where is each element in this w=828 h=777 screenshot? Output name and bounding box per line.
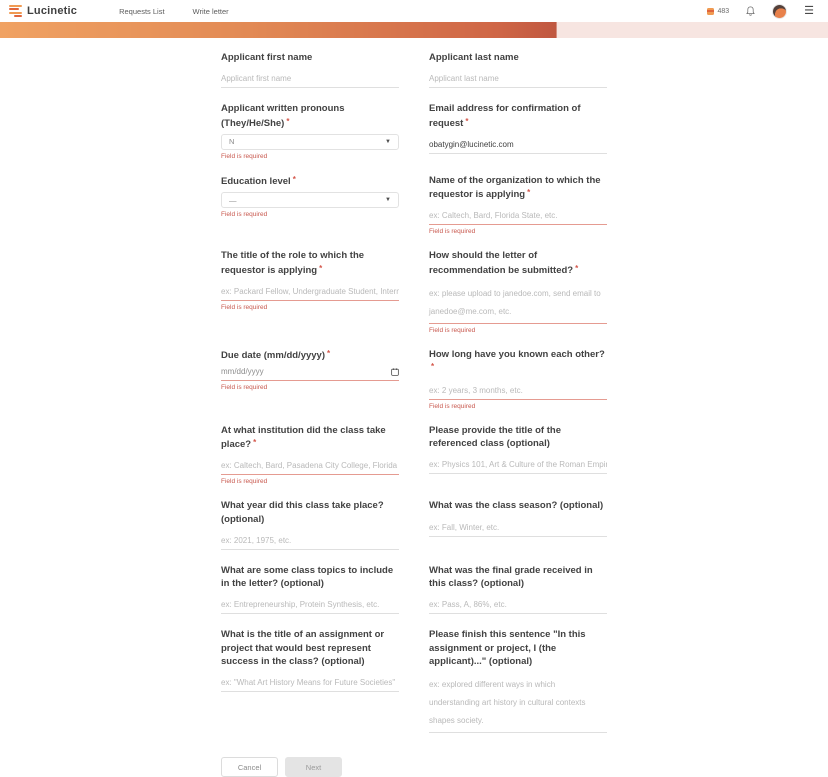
field-error: Field is required [221,211,268,219]
form-actions [221,757,607,777]
due-date-input[interactable]: mm/dd/yyyy [221,366,399,381]
field-error: Field is required [221,304,268,312]
field-education-level [221,174,399,218]
calendar-icon[interactable] [391,368,399,376]
field-known-duration [429,348,607,410]
field-label: The title of the role to which the requestor is applying * [221,250,365,276]
field-applicant-last-name [429,51,607,88]
field-pronouns [221,102,399,160]
field-label: How long have you known each other?* [429,349,605,372]
class-title-input[interactable] [429,458,607,474]
nav-write-letter[interactable]: Write letter [192,6,229,16]
lucinetic-logo-icon [9,5,22,17]
header-right [707,4,814,19]
field-error: Field is required [429,402,476,410]
field-error: Field is required [429,327,476,335]
required-asterisk: * [292,174,296,184]
notifications-bell-icon[interactable] [746,6,755,16]
header-banner [0,22,828,38]
sentence-finish-input[interactable]: ex: explored different ways in which understanding art history in cultural contexts shapes society. [429,672,607,733]
field-assignment-title [221,628,399,692]
submission-method-input[interactable]: ex: please upload to janedoe.com, send email to janedoe@me.com, etc. [429,281,607,324]
pronouns-selected-value: N [229,137,235,147]
required-asterisk: * [319,263,323,273]
organization-input[interactable] [429,209,607,225]
field-organization [429,174,607,236]
brand[interactable] [9,5,77,17]
main-nav [119,7,229,16]
field-label: How should the letter of recommendation be submitted? * [429,250,579,276]
field-class-title [429,424,607,475]
field-label: Applicant written pronouns (They/He/She) * [221,103,345,129]
email-input[interactable] [429,138,607,154]
field-institution [221,424,399,486]
field-submission-method [429,249,607,334]
education-selected-value: — [229,195,237,205]
class-year-input[interactable] [221,534,399,550]
brand-name: Lucinetic [27,5,78,17]
field-label: Education level * [221,174,296,187]
hamburger-menu-icon[interactable]: ☰ [804,4,814,17]
institution-input[interactable] [221,459,399,475]
education-level-select[interactable] [221,192,399,208]
field-label: Name of the organization to which the requestor is applying * [429,174,601,201]
field-label: Please provide the title of the referenced class (optional) [429,424,561,449]
field-label: Applicant first name [221,52,313,63]
required-asterisk: * [431,362,435,372]
field-label: Applicant last name [429,52,519,63]
field-label: Please finish this sentence "In this assignment or project, I (the applicant)..." (optional) [429,629,586,668]
required-asterisk: * [253,437,257,447]
field-class-topics [221,564,399,615]
required-asterisk: * [286,116,290,126]
role-title-input[interactable] [221,285,399,301]
user-avatar[interactable] [772,4,787,19]
field-label: Email address for confirmation of request * [429,103,581,129]
required-asterisk: * [465,116,469,126]
field-applicant-first-name [221,51,399,88]
chevron-down-icon: ▼ [385,197,391,204]
field-sentence-finish [429,628,607,733]
field-label: What year did this class take place? (optional) [221,500,384,525]
cancel-button[interactable]: Cancel [221,757,278,777]
field-final-grade [429,564,607,615]
field-error: Field is required [221,478,268,486]
field-label: What was the final grade received in this class? (optional) [429,564,593,590]
applicant-last-name-input[interactable] [429,72,607,88]
assignment-title-input[interactable] [221,676,399,692]
field-label: Due date (mm/dd/yyyy) * [221,349,331,362]
chevron-down-icon: ▼ [385,138,391,145]
applicant-first-name-input[interactable] [221,72,399,88]
credits-icon [707,8,714,15]
app-header [0,0,828,22]
class-season-input[interactable] [429,521,607,537]
required-asterisk: * [327,349,331,359]
field-error: Field is required [429,228,476,236]
field-label: What is the title of an assignment or project that would best represent success in the class? (optional) [221,629,385,668]
field-label: At what institution did the class take place? * [221,424,386,450]
field-error: Field is required [221,152,268,160]
field-class-year [221,499,399,550]
credits-badge[interactable] [707,8,729,15]
pronouns-select[interactable] [221,134,399,150]
class-topics-input[interactable] [221,598,399,614]
required-asterisk: * [527,188,531,198]
field-label: What are some class topics to include in the letter? (optional) [221,564,394,590]
nav-requests-list[interactable]: Requests List [119,6,165,16]
final-grade-input[interactable] [429,598,607,614]
required-asterisk: * [575,263,579,273]
next-button[interactable]: Next [285,757,342,777]
field-class-season [429,499,607,536]
letter-request-form [221,51,607,777]
known-duration-input[interactable] [429,384,607,400]
field-email [429,102,607,154]
field-error: Field is required [221,384,268,392]
field-label: What was the class season? (optional) [429,500,604,512]
field-role-title [221,249,399,311]
field-due-date [221,348,399,391]
credits-count: 483 [717,7,730,15]
